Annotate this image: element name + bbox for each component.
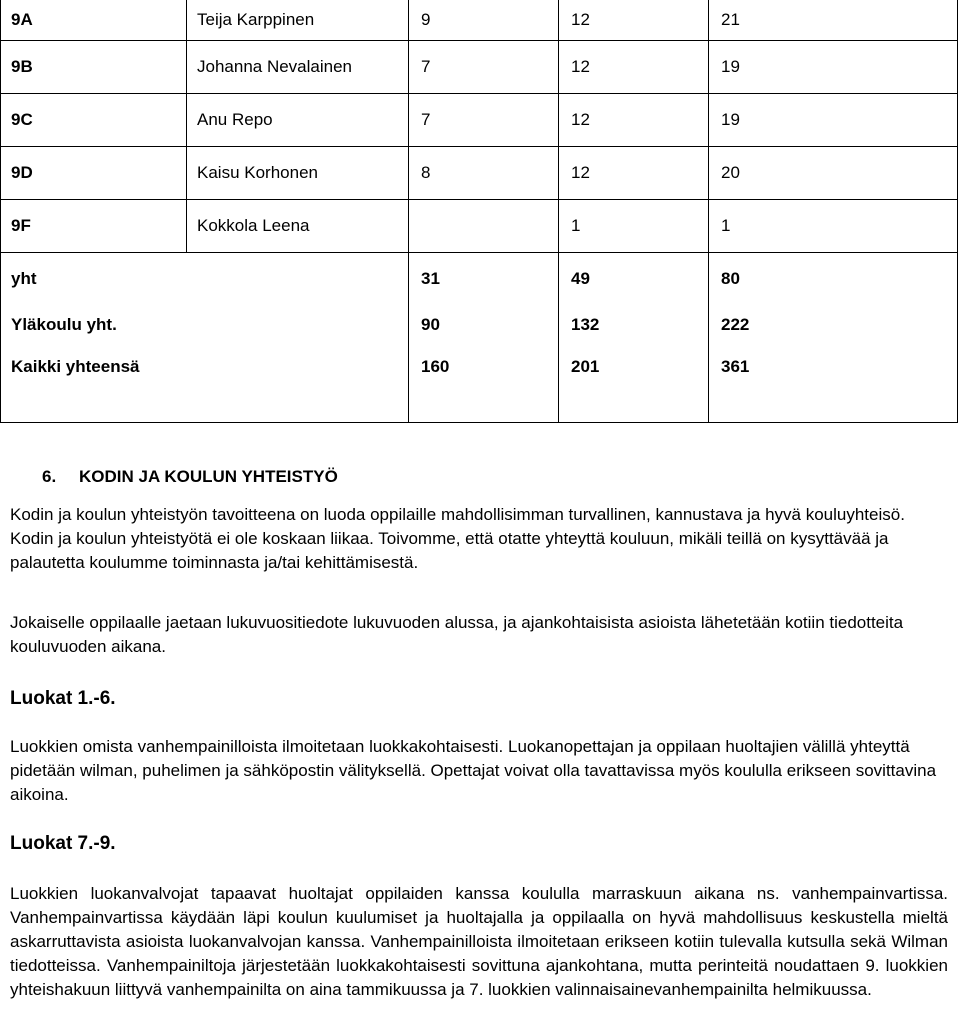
count-b: 12 bbox=[559, 94, 709, 147]
total-row bbox=[1, 345, 958, 423]
total-a: 31 bbox=[409, 253, 559, 306]
total-c: 361 bbox=[709, 345, 958, 423]
class-code: 9B bbox=[1, 41, 187, 94]
count-total: 21 bbox=[709, 0, 958, 41]
grades-7-9-heading: Luokat 7.-9. bbox=[10, 833, 116, 854]
section-number: 6. bbox=[42, 467, 57, 486]
table-row bbox=[1, 94, 958, 147]
total-label: Kaikki yhteensä bbox=[1, 345, 409, 423]
total-c: 222 bbox=[709, 305, 958, 345]
table-row bbox=[1, 200, 958, 253]
count-a: 9 bbox=[409, 0, 559, 41]
total-row bbox=[1, 253, 958, 306]
info-paragraph: Jokaiselle oppilaalle jaetaan lukuvuositiedote lukuvuoden alussa, ja ajankohtaisista asioista lähetetään kotiin tiedotteita kouluvuoden aikana. bbox=[10, 613, 904, 656]
count-total: 20 bbox=[709, 147, 958, 200]
grades-1-6-heading: Luokat 1.-6. bbox=[10, 688, 116, 709]
teacher-name: Teija Karppinen bbox=[187, 0, 409, 41]
teacher-name: Johanna Nevalainen bbox=[187, 41, 409, 94]
count-b: 12 bbox=[559, 41, 709, 94]
total-a: 160 bbox=[409, 345, 559, 423]
teacher-name: Anu Repo bbox=[187, 94, 409, 147]
count-total: 1 bbox=[709, 200, 958, 253]
table-row bbox=[1, 147, 958, 200]
total-row bbox=[1, 305, 958, 345]
grades-1-6-paragraph: Luokkien omista vanhempainilloista ilmoitetaan luokkakohtaisesti. Luokanopettajan ja oppilaan huoltajien välillä yhteyttä pidetään wilman, puhelimen ja sähköpostin välityksellä. Opettajat voivat olla tavattavissa myös koululla erikseen sovittavina aikoina. bbox=[10, 737, 937, 804]
total-a: 90 bbox=[409, 305, 559, 345]
class-code: 9C bbox=[1, 94, 187, 147]
section-title: KODIN JA KOULUN YHTEISTYÖ bbox=[79, 467, 338, 486]
count-a: 7 bbox=[409, 94, 559, 147]
class-code: 9A bbox=[1, 0, 187, 41]
total-c: 80 bbox=[709, 253, 958, 306]
intro-paragraph: Kodin ja koulun yhteistyön tavoitteena on luoda oppilaille mahdollisimman turvallinen, kannustava ja hyvä kouluyhteisö. Kodin ja koulun yhteistyötä ei ole koskaan liikaa. Toivomme, että otatte yhteyttä kouluun, mikäli teillä on kysyttävää ja palautetta koulumme toiminnasta ja/tai kehittämisestä. bbox=[10, 505, 905, 572]
class-code: 9D bbox=[1, 147, 187, 200]
count-a bbox=[409, 200, 559, 253]
count-b: 12 bbox=[559, 147, 709, 200]
total-b: 49 bbox=[559, 253, 709, 306]
count-a: 7 bbox=[409, 41, 559, 94]
count-b: 1 bbox=[559, 200, 709, 253]
table-row bbox=[1, 0, 958, 41]
count-b: 12 bbox=[559, 0, 709, 41]
total-label: Yläkoulu yht. bbox=[1, 305, 409, 345]
total-label: yht bbox=[1, 253, 409, 306]
total-b: 132 bbox=[559, 305, 709, 345]
teacher-name: Kokkola Leena bbox=[187, 200, 409, 253]
count-a: 8 bbox=[409, 147, 559, 200]
count-total: 19 bbox=[709, 41, 958, 94]
count-total: 19 bbox=[709, 94, 958, 147]
grades-7-9-paragraph: Luokkien luokanvalvojat tapaavat huoltajat oppilaiden kanssa koululla marraskuun aikana ns. vanhempainvartissa. Vanhempainvartissa käydään läpi koulun kuulumiset ja huoltajalla ja oppilaalla on hyvä mahdollisuus keskustella mieltä askarruttavista asioista luokanvalvojan kanssa. Vanhempainilloista ilmoitetaan erikseen kotiin tulevalla kutsulla sekä Wilman tiedotteissa. Vanhempainiltoja järjestetään luokkakohtaisesti sovittuna ajankohtana, mutta perinteitä noudattaen 9. luokkien yhteishakuun liittyvä vanhempainilta on aina tammikuussa ja 7. luokkien valinnaisainevanhempainilta helmikuussa. bbox=[10, 884, 948, 999]
table-row bbox=[1, 41, 958, 94]
class-code: 9F bbox=[1, 200, 187, 253]
teacher-name: Kaisu Korhonen bbox=[187, 147, 409, 200]
class-statistics-table bbox=[0, 0, 958, 423]
total-b: 201 bbox=[559, 345, 709, 423]
